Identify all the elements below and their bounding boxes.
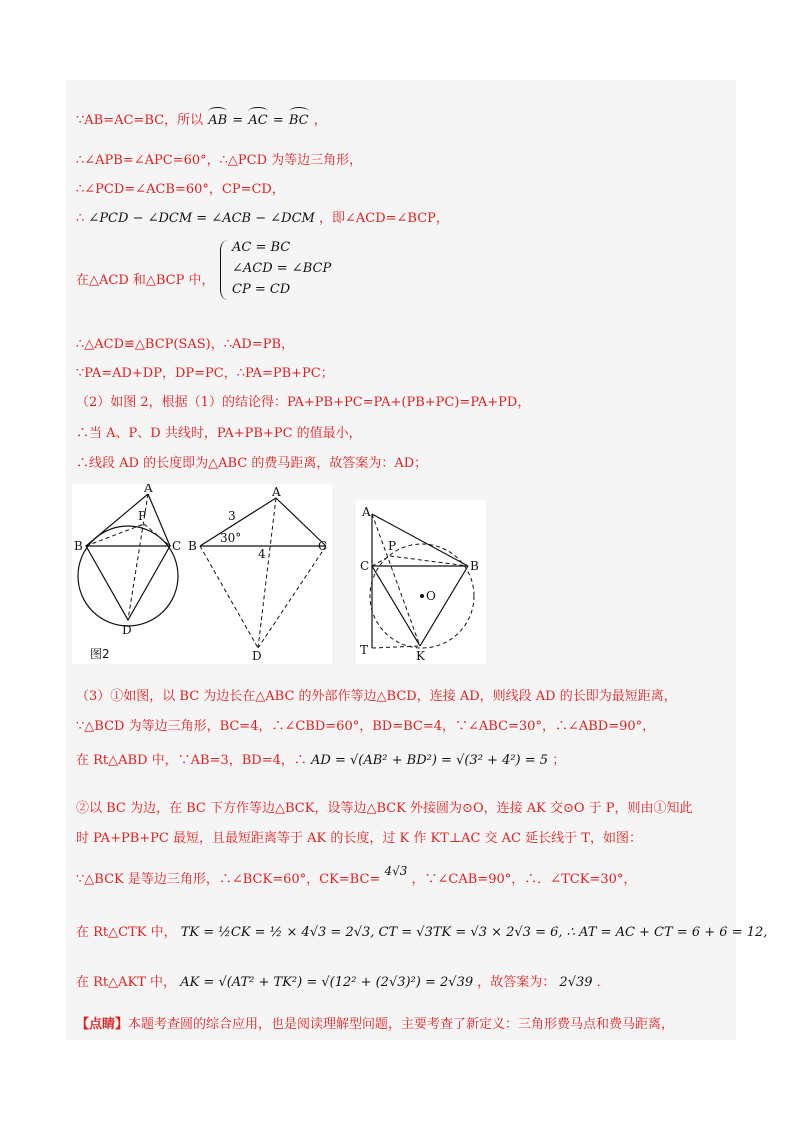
- label-d-2: D: [252, 649, 262, 663]
- line-arc-equality: ∵AB=AC=BC，所以 AB = AC = BC ，: [76, 106, 327, 130]
- line-commentary: [76, 1016, 674, 1034]
- label-t-3: T: [360, 643, 369, 657]
- text: ．: [596, 975, 610, 990]
- segment-ck: [372, 566, 420, 646]
- arc-ab: AB: [208, 106, 227, 130]
- label-c-2: C: [318, 539, 328, 553]
- figure-2-diagram: [72, 484, 332, 664]
- commentary-text: 本题考查圆的综合应用，也是阅读理解型问题，主要考查了新定义：三角形费马点和费马距离，: [128, 1017, 675, 1032]
- answer-value: 2√39: [559, 975, 593, 990]
- label-a-3: A: [362, 505, 371, 519]
- label-side-3: 3: [228, 509, 236, 523]
- label-bc-4: 4: [258, 547, 266, 561]
- label-c-3: C: [360, 559, 370, 573]
- line-congruent: ∴△ACD≌△BCP(SAS)，∴AD=PB，: [76, 337, 295, 352]
- label-p-3: P: [388, 539, 397, 553]
- segment-pc: [144, 524, 170, 546]
- figure-panel-1: [72, 484, 332, 664]
- line-collinear: ∴当 A、P、D 共线时，PA+PB+PC 的值最小，: [76, 426, 362, 441]
- text: ∵△BCK 是等边三角形，∴∠BCK=60°，CK=BC=: [76, 872, 381, 887]
- label-b: B: [74, 539, 83, 553]
- label-c: C: [172, 539, 182, 553]
- text: ，∵∠CAB=90°，∴．∠TCK=30°，: [411, 872, 637, 887]
- label-a: A: [144, 484, 153, 495]
- text: ，: [313, 113, 327, 128]
- system-line-2: ∠ACD = ∠BCP: [232, 261, 332, 276]
- text: 在 Rt△CTK 中，: [76, 925, 177, 940]
- circumcircle: [78, 526, 178, 626]
- math-ck: 4√3: [384, 864, 408, 878]
- brace: [220, 240, 229, 300]
- commentary-tag: 【点睛】: [76, 1017, 129, 1032]
- center-point: [420, 594, 424, 598]
- line-part3-step1: （3）①如图，以 BC 为边长在△ABC 的外部作等边△BCD，连接 AD，则线段 AD 的长即为最短距离，: [76, 689, 677, 704]
- line-rt-abd: [76, 752, 565, 770]
- segment-tk: [372, 646, 420, 648]
- segment-ad-2: [258, 498, 276, 648]
- line-equilateral-bck: [76, 864, 637, 889]
- therefore-symbol: ∴: [76, 211, 85, 226]
- segment-ac: [148, 494, 170, 546]
- math-ak: AK = √(AT² + TK²) = √(12² + (2√3)²) = 2√39: [180, 975, 474, 990]
- figure-3-diagram: [356, 500, 486, 664]
- line-angle-subtraction: [76, 210, 449, 228]
- figure-panel-2: [356, 500, 486, 664]
- system-line-3: CP = CD: [232, 282, 291, 297]
- label-angle-30: 30°: [220, 531, 242, 545]
- line-shortest-ak: 时 PA+PB+PC 最短，且最短距离等于 AK 的长度，过 K 作 KT⊥AC 交 AC 延长线于 T，如图：: [76, 831, 642, 846]
- label-d: D: [122, 623, 132, 637]
- segment-bd-2: [200, 546, 258, 648]
- figure-caption: 图2: [90, 647, 110, 661]
- line-part2-conclusion: （2）如图 2，根据（1）的结论得：PA+PB+PC=PA+(PB+PC)=PA+PD，: [76, 395, 531, 410]
- system-line-1: AC = BC: [232, 240, 291, 255]
- text: ，故答案为：: [477, 975, 556, 990]
- text: 在 Rt△ABD 中，∵AB=3，BD=4，∴: [76, 753, 307, 768]
- text: ；: [552, 753, 566, 768]
- text: 在 Rt△AKT 中，: [76, 975, 177, 990]
- label-p: P: [138, 509, 147, 523]
- line-rt-ctk: [76, 924, 767, 942]
- equation-system: [220, 240, 360, 300]
- line-rt-akt: [76, 974, 610, 992]
- line-fermat-distance: ∴线段 AD 的长度即为△ABC 的费马距离，故答案为：AD；: [76, 456, 428, 471]
- segment-bk: [420, 566, 468, 646]
- math-at: ∴ AT = AC + CT = 6 + 6 = 12,: [566, 925, 768, 940]
- math-tk-ct: TK = ½CK = ½ × 4√3 = 2√3, CT = √3TK = √3 × 2√3 = 6,: [180, 925, 563, 940]
- math-ad: AD = √(AB² + BD²) = √(3² + 4²) = 5: [311, 753, 549, 768]
- arc-ac: AC: [248, 106, 267, 130]
- line-pa-sum: ∵PA=AD+DP，DP=PC，∴PA=PB+PC；: [76, 366, 334, 381]
- line-triangle-compare: 在△ACD 和△BCP 中，: [76, 273, 215, 288]
- label-b-2: B: [188, 539, 197, 553]
- line-part3-step2: ②以 BC 为边，在 BC 下方作等边△BCK，设等边△BCK 外接圆为⊙O，连接 AK 交⊙O 于 P，则由①知此: [76, 801, 693, 816]
- text: ∵AB=AC=BC，所以: [76, 113, 204, 128]
- line-angle-pcd: ∴∠PCD=∠ACB=60°，CP=CD，: [76, 182, 285, 197]
- label-a-2: A: [272, 485, 281, 499]
- label-k-3: K: [416, 649, 425, 663]
- label-b-3: B: [470, 559, 479, 573]
- triangle-bcd: [86, 546, 170, 620]
- line-equilateral-bcd: ∵△BCD 为等边三角形，BC=4，∴∠CBD=60°，BD=BC=4，∵∠ABC=30°，∴∠ABD=90°，: [76, 719, 656, 734]
- text: ，即∠ACD=∠BCP，: [318, 211, 449, 226]
- label-o-3: O: [426, 589, 436, 603]
- arc-bc: BC: [289, 106, 309, 130]
- math-expression: ∠PCD − ∠DCM = ∠ACB − ∠DCM: [88, 211, 315, 226]
- segment-ak: [372, 514, 420, 646]
- line-angle-apb: ∴∠APB=∠APC=60°，∴△PCD 为等边三角形，: [76, 153, 363, 168]
